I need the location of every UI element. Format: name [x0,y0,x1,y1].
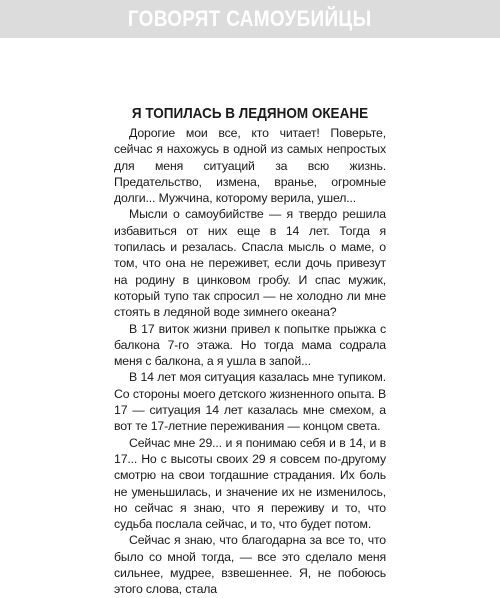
paragraph-4: В 14 лет моя ситуация казалась мне тупиком. Со стороны моего детского жизненного опыта. В 17 — ситуация 14 лет казалась мне смехом, а вот те 17-летние переживания — концом света. [114,370,386,434]
paragraph-3: В 17 виток жизни привел к попытке прыжка с балкона 7-го этажа. Но тогда мама содрала меня с балкона, а я ушла в запой... [114,321,386,369]
paragraph-6: Сейчас я знаю, что благодарна за все то, что было со мной тогда, — все это сделало меня сильнее, мудрее, взвешеннее. Я, не побоюсь этого слова, стала [114,533,386,597]
paragraph-2: Мысли о самоубийстве — я твердо решила избавиться от них еще в 14 лет. Тогда я топилась и резалась. Спасла мысль о маме, о том, что она не переживет, если дочь привезут на родину в цинковом гробу. И спас мужик, который тупо так спросил — не холодно ли мне стоять в ледяной воде зимнего океана? [114,207,386,320]
text-column [114,105,386,598]
paragraph-1: Дорогие мои все, кто читает! Поверьте, сейчас я нахожусь в одной из самых непростых для меня ситуаций за всю жизнь. Предательство, измена, вранье, огромные долги... Мужчина, которому верила, ушел... [114,126,386,206]
section-title: Я ТОПИЛАСЬ В ЛЕДЯНОМ ОКЕАНЕ [131,105,369,122]
running-head: ГОВОРЯТ САМОУБИЙЦЫ [128,6,372,31]
running-head-bar [0,0,500,38]
paragraph-5: Сейчас мне 29... и я понимаю себя и в 14, и в 17... Но с высоты своих 29 я совсем по-другому смотрю на свои тогдашние страдания. Их боль не уменьшилась, и значение их не изменилось, но сейчас я знаю, что я переживу и то, что судьба послала сейчас, и то, что будет потом. [114,435,386,532]
